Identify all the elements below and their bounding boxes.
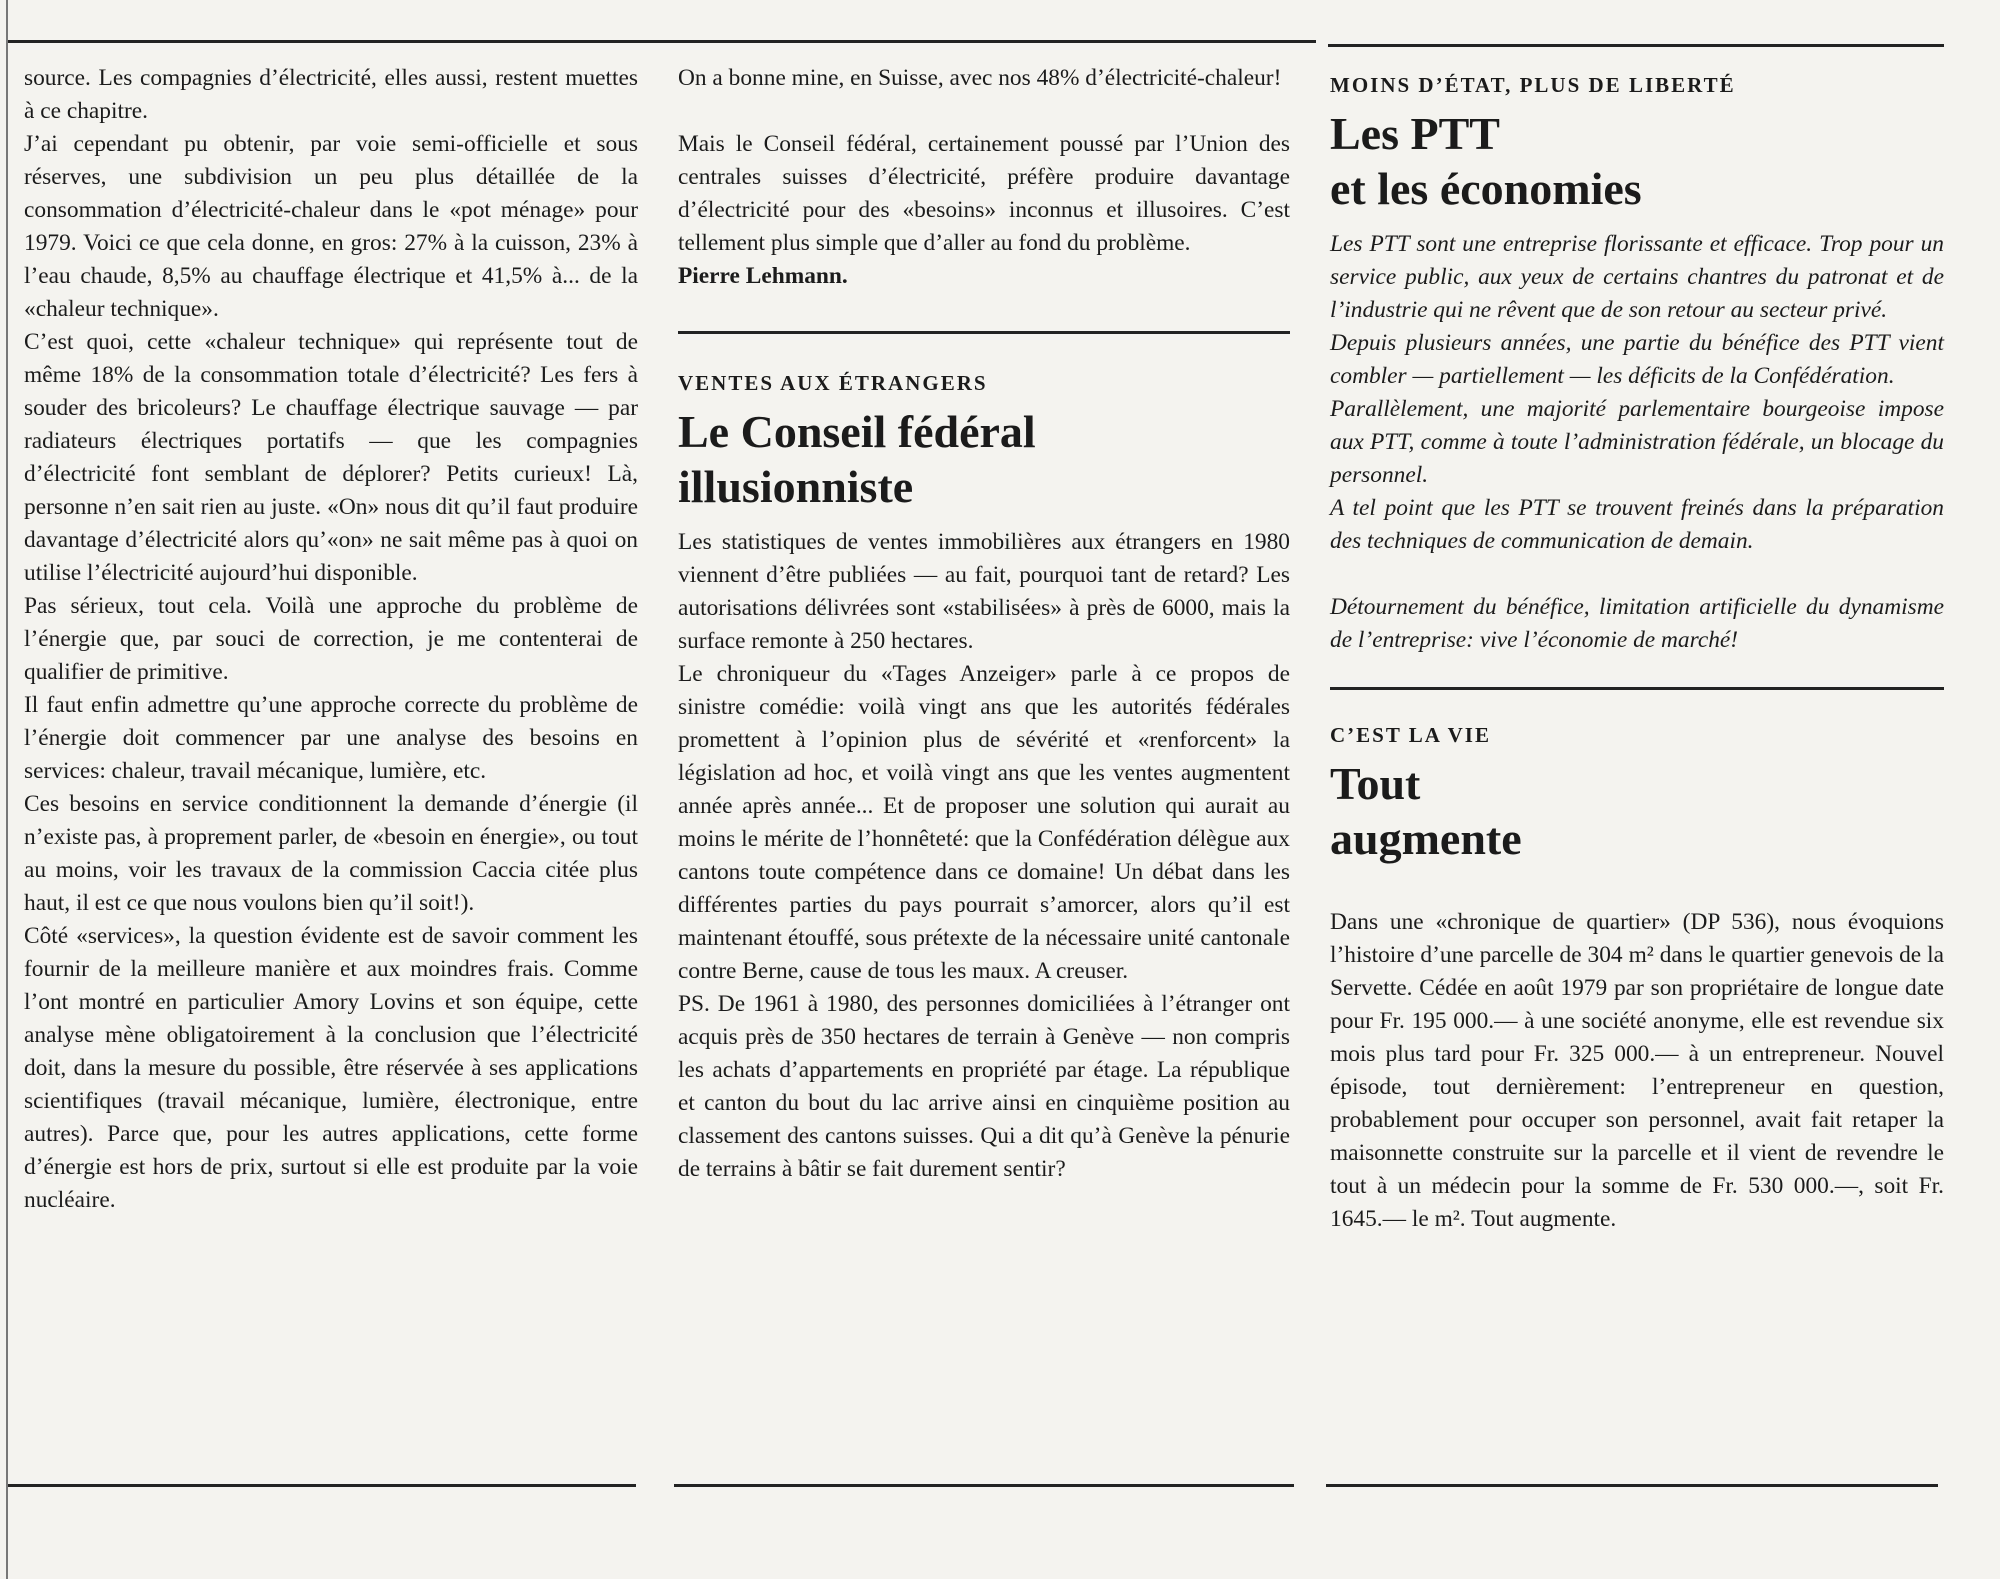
headline-line: Le Conseil fédéral (678, 406, 1036, 457)
article-paragraph: Le chroniqueur du «Tages Anzeiger» parle à ce propos de sinistre comédie: voilà vingt ans que les autorités fédérales promettent à l’opinion plus de sévérité et «renforcent» la législation ad hoc, et voilà vingt ans que les ventes augmentent année après année... Et de proposer une solution qui aurait au moins le mérite de l’honnêteté: que la Confédération délègue aux cantons toute compétence dans ce domaine! Un débat dans les différentes parties du pays pourrait s’amorcer, alors qu’il est maintenant étouffé, sous prétexte de la nécessaire unité cantonale contre Berne, cause de tous les maux. A creuser. (678, 661, 1290, 984)
col1-paragraph: Il faut enfin admettre qu’une approche correcte du problème de l’énergie doit commencer par une analyse des besoins en services: chaleur, travail mécanique, lumière, etc. (24, 692, 638, 784)
article-paragraph: A tel point que les PTT se trouvent freinés dans la préparation des techniques de communication de demain. (1330, 495, 1944, 554)
col1-paragraph: source. Les compagnies d’électricité, elles aussi, restent muettes à ce chapitre. (24, 65, 638, 124)
headline-line: illusionniste (678, 461, 914, 512)
bottom-rule-col2 (674, 1484, 1294, 1487)
headline-line: augmente (1330, 813, 1522, 864)
article-paragraph: Parallèlement, une majorité parlementaire bourgeoise impose aux PTT, comme à toute l’administration fédérale, un blocage du personnel. (1330, 396, 1944, 488)
col1-paragraph: Pas sérieux, tout cela. Voilà une approche du problème de l’énergie que, par souci de correction, je me contenterai de qualifier de primitive. (24, 593, 638, 685)
col1-paragraph: Côté «services», la question évidente est de savoir comment les fournir de la meilleure manière et aux moindres frais. Comme l’ont montré en particulier Amory Lovins et son équipe, cette analyse mène obligatoirement à la conclusion que l’électricité doit, dans la mesure du possible, être réservée à ses applications scientifiques (travail mécanique, lumière, électronique, entre autres). Parce que, pour les autres applications, cette forme d’énergie est hors de prix, surtout si elle est produite par la voie nucléaire. (24, 923, 638, 1213)
article-paragraph: Dans une «chronique de quartier» (DP 536), nous évoquions l’histoire d’une parcelle de 304 m² dans le quartier genevois de la Servette. Cédée en août 1979 par son propriétaire de longue date pour Fr. 195 000.— à une société anonyme, elle est revendue six mois plus tard pour Fr. 325 000.— à un entrepreneur. Nouvel épisode, tout dernièrement: l’entrepreneur en question, probablement pour occuper son personnel, avait fait retaper la maisonnette construite sur la parcelle et il vient de revendre le tout à un médecin pour la somme de Fr. 530 000.—, soit Fr. 1645.— le m². Tout augmente. (1330, 909, 1944, 1232)
article-paragraph: Détournement du bénéfice, limitation artificielle du dynamisme de l’entreprise: vive l’économie de marché! (1330, 594, 1944, 653)
article-paragraph: Depuis plusieurs années, une partie du bénéfice des PTT vient combler — partiellement — les déficits de la Confédération. (1330, 330, 1944, 389)
article-body-italic (1330, 228, 1944, 657)
section-divider (1330, 687, 1944, 690)
article-paragraph: PS. De 1961 à 1980, des personnes domiciliées à l’étranger ont acquis près de 350 hectares de terrain à Genève — non compris les achats d’appartements en propriété par étage. La république et canton du bout du lac arrive ainsi en cinquième position au classement des cantons suisses. Qui a dit qu’à Genève la pénurie de terrains à bâtir se fait durement sentir? (678, 991, 1290, 1182)
col1-paragraph: Ces besoins en service conditionnent la demande d’énergie (il n’existe pas, à proprement parler, de «besoin en énergie», ou tout au moins, voir les travaux de la commission Caccia citée plus haut, il est ce que nous voulons bien qu’il soit!). (24, 791, 638, 916)
author-signature: Pierre Lehmann. (678, 263, 848, 289)
article-paragraph: Les PTT sont une entreprise florissante et efficace. Trop pour un service public, aux yeux de certains chantres du patronat et de l’industrie qui ne rêvent que de son retour au secteur privé. (1330, 231, 1944, 323)
article-kicker: VENTES AUX ÉTRANGERS (678, 371, 988, 395)
headline-line: Tout (1330, 758, 1421, 809)
article-paragraph: Les statistiques de ventes immobilières aux étrangers en 1980 viennent d’être publiées — au fait, pourquoi tant de retard? Les autorisations délivrées sont «stabilisées» à près de 6000, mais la surface remonte à 250 hectares. (678, 529, 1290, 654)
article-headline (1330, 756, 1944, 866)
col2-paragraph: Mais le Conseil fédéral, certainement poussé par l’Union des centrales suisses d’électricité, préfère produire davantage d’électricité pour des «besoins» inconnus et illusoires. C’est tellement plus simple que d’aller au fond du problème. (678, 131, 1290, 256)
headline-line: Les PTT (1330, 108, 1500, 159)
top-rule-right (1328, 44, 1944, 47)
bottom-rule-col3 (1326, 1484, 1938, 1487)
article-headline (1330, 106, 1944, 216)
col2-paragraph: On a bonne mine, en Suisse, avec nos 48% d’électricité-chaleur! (678, 65, 1282, 91)
bottom-rule-col1 (8, 1484, 636, 1487)
page-edge (6, 0, 8, 1579)
column-3 (1330, 70, 1944, 1236)
article-headline (678, 404, 1290, 514)
article-kicker: C’EST LA VIE (1330, 723, 1491, 747)
col1-paragraph: C’est quoi, cette «chaleur technique» qui représente tout de même 18% de la consommation totale d’électricité? Les fers à souder des bricoleurs? Le chauffage électrique sauvage — par radiateurs électriques portatifs — que les compagnies d’électricité font semblant de déplorer? Petits curieux! Là, personne n’en sait rien au juste. «On» nous dit qu’il faut produire davantage d’électricité alors qu’«on» ne sait même pas à quoi on utilise l’électricité aujourd’hui disponible. (24, 329, 638, 586)
col1-paragraph: J’ai cependant pu obtenir, par voie semi-officielle et sous réserves, une subdivision un peu plus détaillée de la consommation d’électricité-chaleur dans le «pot ménage» pour 1979. Voici ce que cela donne, en gros: 27% à la cuisson, 23% à l’eau chaude, 8,5% au chauffage électrique et 41,5% à... de la «chaleur technique». (24, 131, 638, 322)
section-divider (678, 331, 1290, 334)
column-2 (678, 62, 1290, 1186)
top-rule-left (8, 40, 1316, 43)
column-1 (24, 62, 638, 1217)
article-kicker: MOINS D’ÉTAT, PLUS DE LIBERTÉ (1330, 73, 1736, 97)
headline-line: et les économies (1330, 163, 1642, 214)
